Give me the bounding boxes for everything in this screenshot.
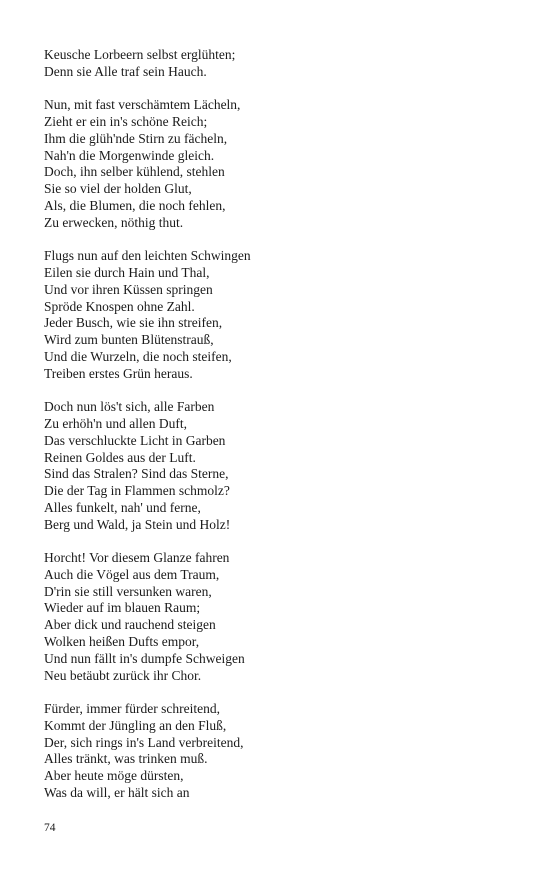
poem-text	[44, 47, 514, 818]
poem-line: Fürder, immer fürder schreitend,	[44, 701, 221, 717]
poem-line: Keusche Lorbeern selbst erglühten;	[44, 47, 236, 62]
poem-line: Ihm die glüh'nde Stirn zu fächeln,	[44, 130, 228, 146]
poem-line: Kommt der Jüngling an den Fluß,	[44, 717, 227, 733]
poem-line: Und nun fällt in's dumpfe Schweigen	[44, 650, 245, 666]
stanza	[44, 97, 514, 231]
stanza	[44, 47, 514, 81]
poem-line: Nun, mit fast verschämtem Lächeln,	[44, 97, 241, 113]
poem-line: Horcht! Vor diesem Glanze fahren	[44, 550, 230, 566]
poem-line: Sie so viel der holden Glut,	[44, 181, 192, 197]
poem-line: Doch nun lös't sich, alle Farben	[44, 399, 215, 415]
poem-line: Das verschluckte Licht in Garben	[44, 432, 226, 448]
poem-line: Aber heute möge dürsten,	[44, 768, 184, 784]
poem-line: Zu erhöh'n und allen Duft,	[44, 415, 188, 431]
poem-line: Jeder Busch, wie sie ihn streifen,	[44, 315, 223, 331]
poem-line: Als, die Blumen, die noch fehlen,	[44, 197, 226, 213]
poem-line: Doch, ihn selber kühlend, stehlen	[44, 164, 225, 180]
poem-line: Alles tränkt, was trinken muß.	[44, 751, 208, 767]
stanza	[44, 550, 514, 684]
poem-line: Wolken heißen Dufts empor,	[44, 634, 200, 650]
poem-line: Auch die Vögel aus dem Traum,	[44, 566, 220, 582]
poem-line: Berg und Wald, ja Stein und Holz!	[44, 516, 231, 532]
poem-line: Die der Tag in Flammen schmolz?	[44, 483, 230, 499]
poem-line: Wieder auf im blauen Raum;	[44, 600, 201, 616]
poem-line: Reinen Goldes aus der Luft.	[44, 449, 196, 465]
poem-line: Und die Wurzeln, die noch steifen,	[44, 348, 232, 364]
poem-line: Treiben erstes Grün heraus.	[44, 365, 193, 381]
stanza	[44, 248, 514, 382]
poem-line: D'rin sie still versunken waren,	[44, 583, 212, 599]
poem-line: Nah'n die Morgenwinde gleich.	[44, 147, 215, 163]
poem-line: Was da will, er hält sich an	[44, 785, 190, 801]
poem-line: Denn sie Alle traf sein Hauch.	[44, 63, 207, 79]
page-number: 74	[44, 822, 56, 834]
poem-line: Zieht er ein in's schöne Reich;	[44, 113, 208, 129]
poem-line: Sind das Stralen? Sind das Sterne,	[44, 466, 229, 482]
poem-line: Und vor ihren Küssen springen	[44, 281, 213, 297]
poem-line: Wird zum bunten Blütenstrauß,	[44, 332, 214, 348]
poem-line: Aber dick und rauchend steigen	[44, 617, 216, 633]
poem-line: Eilen sie durch Hain und Thal,	[44, 264, 210, 280]
stanza	[44, 399, 514, 533]
poem-line: Der, sich rings in's Land verbreitend,	[44, 734, 244, 750]
poem-line: Flugs nun auf den leichten Schwingen	[44, 248, 251, 264]
poem-line: Alles funkelt, nah' und ferne,	[44, 499, 201, 515]
stanza	[44, 701, 514, 802]
poem-line: Zu erwecken, nöthig thut.	[44, 214, 184, 230]
poem-line: Spröde Knospen ohne Zahl.	[44, 298, 195, 314]
poem-line: Neu betäubt zurück ihr Chor.	[44, 667, 202, 683]
